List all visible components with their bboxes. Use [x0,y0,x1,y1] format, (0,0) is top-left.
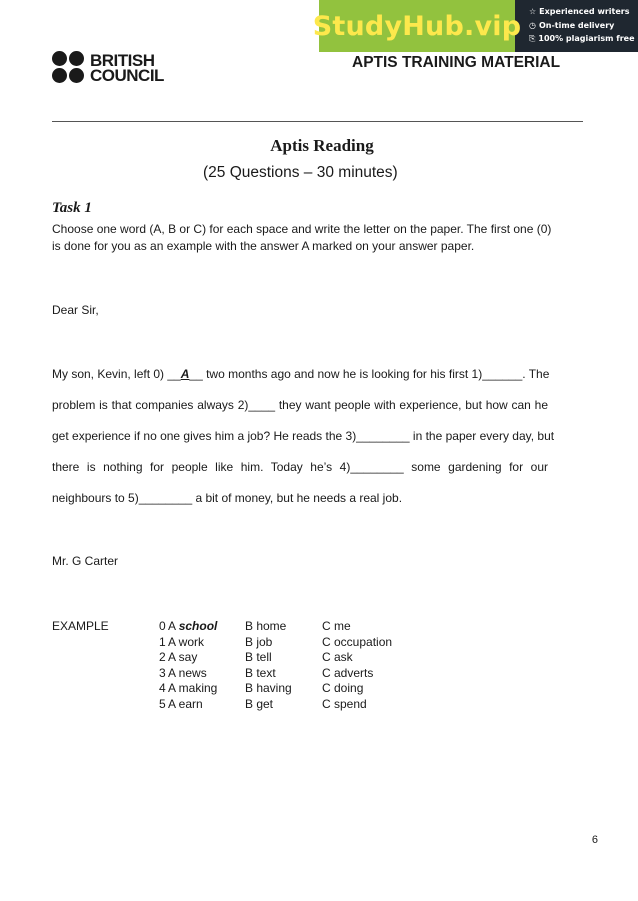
option-a: A making [168,681,218,696]
logo-line: COUNCIL [90,66,164,85]
option-number [131,650,168,666]
options-row [52,650,412,666]
banner-feature [529,19,638,33]
option-number-text: 4 [159,681,166,696]
option-number [131,635,168,651]
empty-cell [52,650,131,666]
letter-line: get experience if no one gives him a job? He reads the 3)________ in the paper every day, but [52,429,555,443]
banner-brand[interactable]: StudyHub.vip [319,0,515,52]
option-a-example: school [178,619,218,633]
option-c: C ask [322,650,353,665]
letter-line: there is nothing for people like him. Today he’s 4)________ some gardening for our [52,460,548,474]
banner-feature-text: Experienced writers [539,7,630,16]
clock-icon: ◷ [529,20,536,30]
banner-feature [529,5,638,19]
option-b: B having [245,681,292,696]
option-b: B job [245,634,273,649]
option-b: B text [245,665,276,680]
empty-cell [52,635,131,651]
promo-banner[interactable] [312,0,638,52]
option-a-prefix: A [168,619,179,633]
page-subtitle: (25 Questions – 30 minutes) [203,164,398,181]
copy-icon: ⎘ [529,34,536,43]
banner-feature-text: 100% plagiarism free [538,34,635,43]
letter-line: problem is that companies always 2)____ they want people with experience, but how can he [52,398,548,412]
option-c: C doing [322,681,364,696]
option-c: C occupation [322,634,393,649]
option-number-text: 0 [159,619,166,633]
option-number [131,619,168,635]
page-number-text: 6 [591,834,598,846]
option-a: A news [168,665,207,680]
british-council-logo [52,51,164,85]
empty-cell [52,666,131,682]
letter-greeting: Dear Sir, [52,303,99,317]
options-row [52,681,412,697]
example-label: EXAMPLE [52,619,109,633]
option-number-text: 5 [159,696,166,711]
options-row [52,666,412,682]
option-b: B get [245,696,274,711]
letter-line [52,366,548,383]
option-b: B home [245,619,287,633]
banner-features [515,0,638,52]
logo-line: BRITISH [90,51,155,70]
header-divider [52,121,583,122]
option-a: A say [168,650,198,665]
option-number-text: 3 [159,665,166,680]
instruction-line: Choose one word (A, B or C) for each space and write the letter on the paper. The first one (0) [52,222,552,236]
task-heading: Task 1 [52,200,92,216]
options-row [52,619,412,635]
star-icon: ☆ [529,7,537,16]
logo-wordmark [90,53,164,83]
option-a: A earn [168,696,203,711]
letter-text: My son, Kevin, left 0) __ [52,367,181,381]
task-instructions [52,221,552,255]
page-title [0,136,638,156]
option-c: C adverts [322,665,374,680]
options-row [52,635,412,651]
answer-options-table [52,619,412,713]
letter-text: __ two months ago and now he is looking for his first 1)______. The [189,367,550,381]
empty-cell [52,681,131,697]
option-a: A work [168,634,205,649]
empty-cell [52,697,131,713]
header-subtitle: APTIS TRAINING MATERIAL [352,54,561,71]
letter-line: neighbours to 5)________ a bit of money, but he needs a real job. [52,491,403,505]
option-number [131,681,168,697]
option-b: B tell [245,650,272,665]
letter-body [52,366,555,521]
option-a [168,619,245,635]
example-answer: A [180,367,190,381]
banner-feature-text: On-time delivery [538,20,615,30]
option-number [131,697,168,713]
options-row [52,697,412,713]
logo-dots-icon [52,51,86,85]
letter-signature: Mr. G Carter [52,554,119,568]
option-number-text: 2 [159,650,166,665]
banner-feature [529,32,638,46]
option-c: C me [322,619,351,633]
instruction-line: is done for you as an example with the answer A marked on your answer paper. [52,239,475,253]
option-number [131,666,168,682]
page-title-text: Aptis Reading [270,136,374,155]
option-c: C spend [322,696,367,711]
option-number-text: 1 [159,634,166,649]
